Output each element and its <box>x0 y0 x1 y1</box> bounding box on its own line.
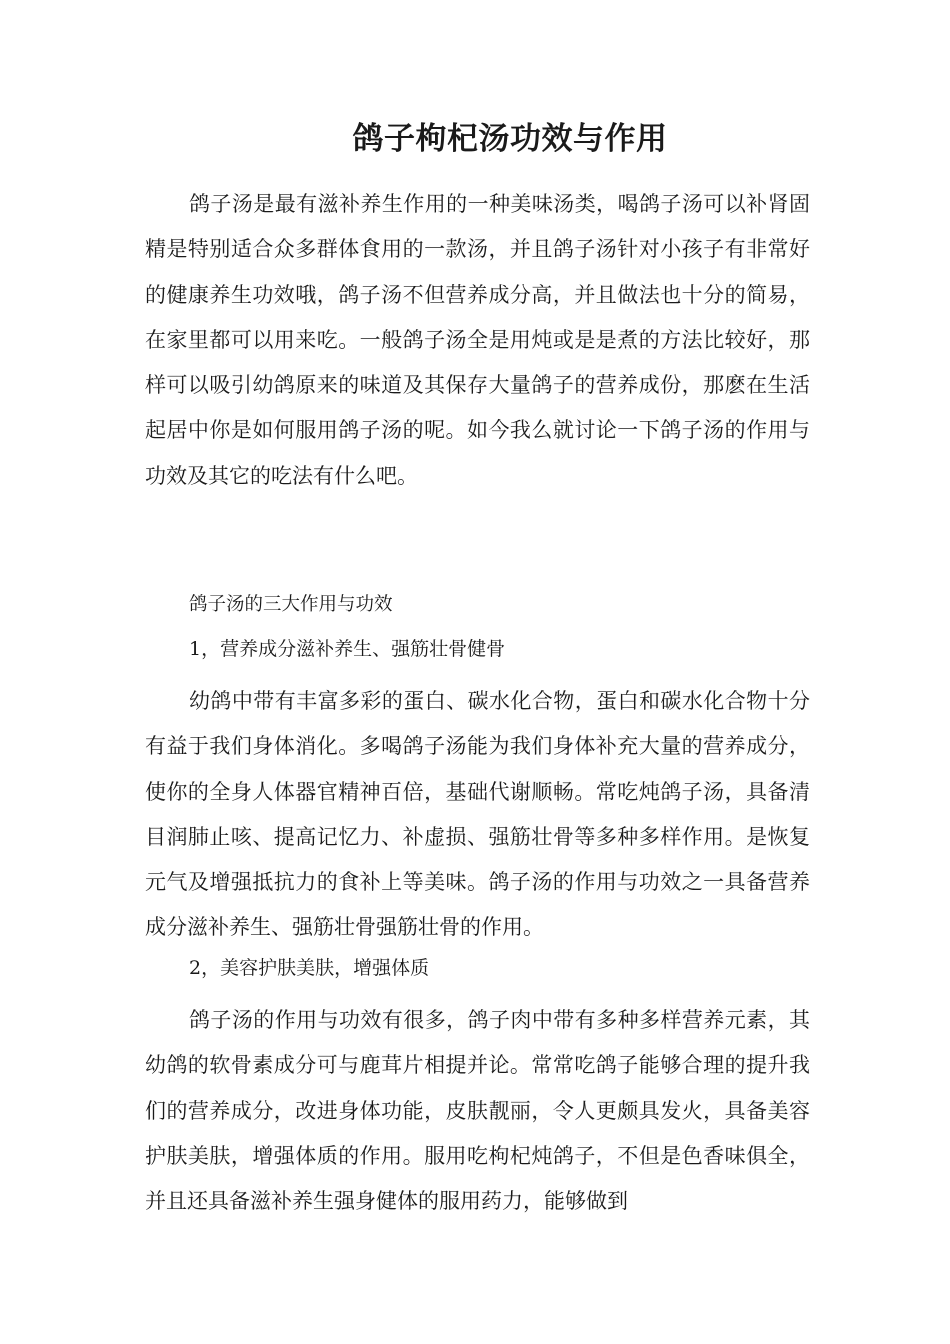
item-2-paragraph: 鸽子汤的作用与功效有很多，鸽子肉中带有多种多样营养元素，其幼鸽的软骨素成分可与鹿茸片相提并论。常常吃鸽子能够合理的提升我们的营养成分，改进身体功能，皮肤靓丽，令人更颇具发火，具备美容护肤美肤，增强体质的作用。服用吃枸杞炖鸽子，不但是色香味俱全，并且还具备滋补养生强身健体的服用药力，能够做到 <box>145 1008 810 1214</box>
section-heading: 鸽子汤的三大作用与功效 <box>189 594 393 615</box>
item-1-paragraph: 幼鸽中带有丰富多彩的蛋白、碳水化合物，蛋白和碳水化合物十分有益于我们身体消化。多喝鸽子汤能为我们身体补充大量的营养成分，使你的全身人体器官精神百倍，基础代谢顺畅。常吃炖鸽子汤，具备清目润肺止咳、提高记忆力、补虚损、强筋壮骨等多种多样作用。是恢复元气及增强抵抗力的食补上等美味。鸽子汤的作用与功效之一具备营养成分滋补养生、强筋壮骨强筋壮骨的作用。 <box>145 689 810 940</box>
document-title: 鸽子枸杞汤功效与作用 <box>352 121 668 157</box>
intro-paragraph: 鸽子汤是最有滋补养生作用的一种美味汤类，喝鸽子汤可以补肾固精是特别适合众多群体食用的一款汤，并且鸽子汤针对小孩子有非常好的健康养生功效哦，鸽子汤不但营养成分高，并且做法也十分的简易，在家里都可以用来吃。一般鸽子汤全是用炖或是是煮的方法比较好，那样可以吸引幼鸽原来的味道及其保存大量鸽子的营养成份，那麽在生活起居中你是如何服用鸽子汤的呢。如今我么就讨论一下鸽子汤的作用与功效及其它的吃法有什么吧。 <box>145 192 810 488</box>
item-2-heading: 2，美容护肤美肤，增强体质 <box>189 957 430 979</box>
item-1-heading: 1，营养成分滋补养生、强筋壮骨健骨 <box>189 638 506 660</box>
